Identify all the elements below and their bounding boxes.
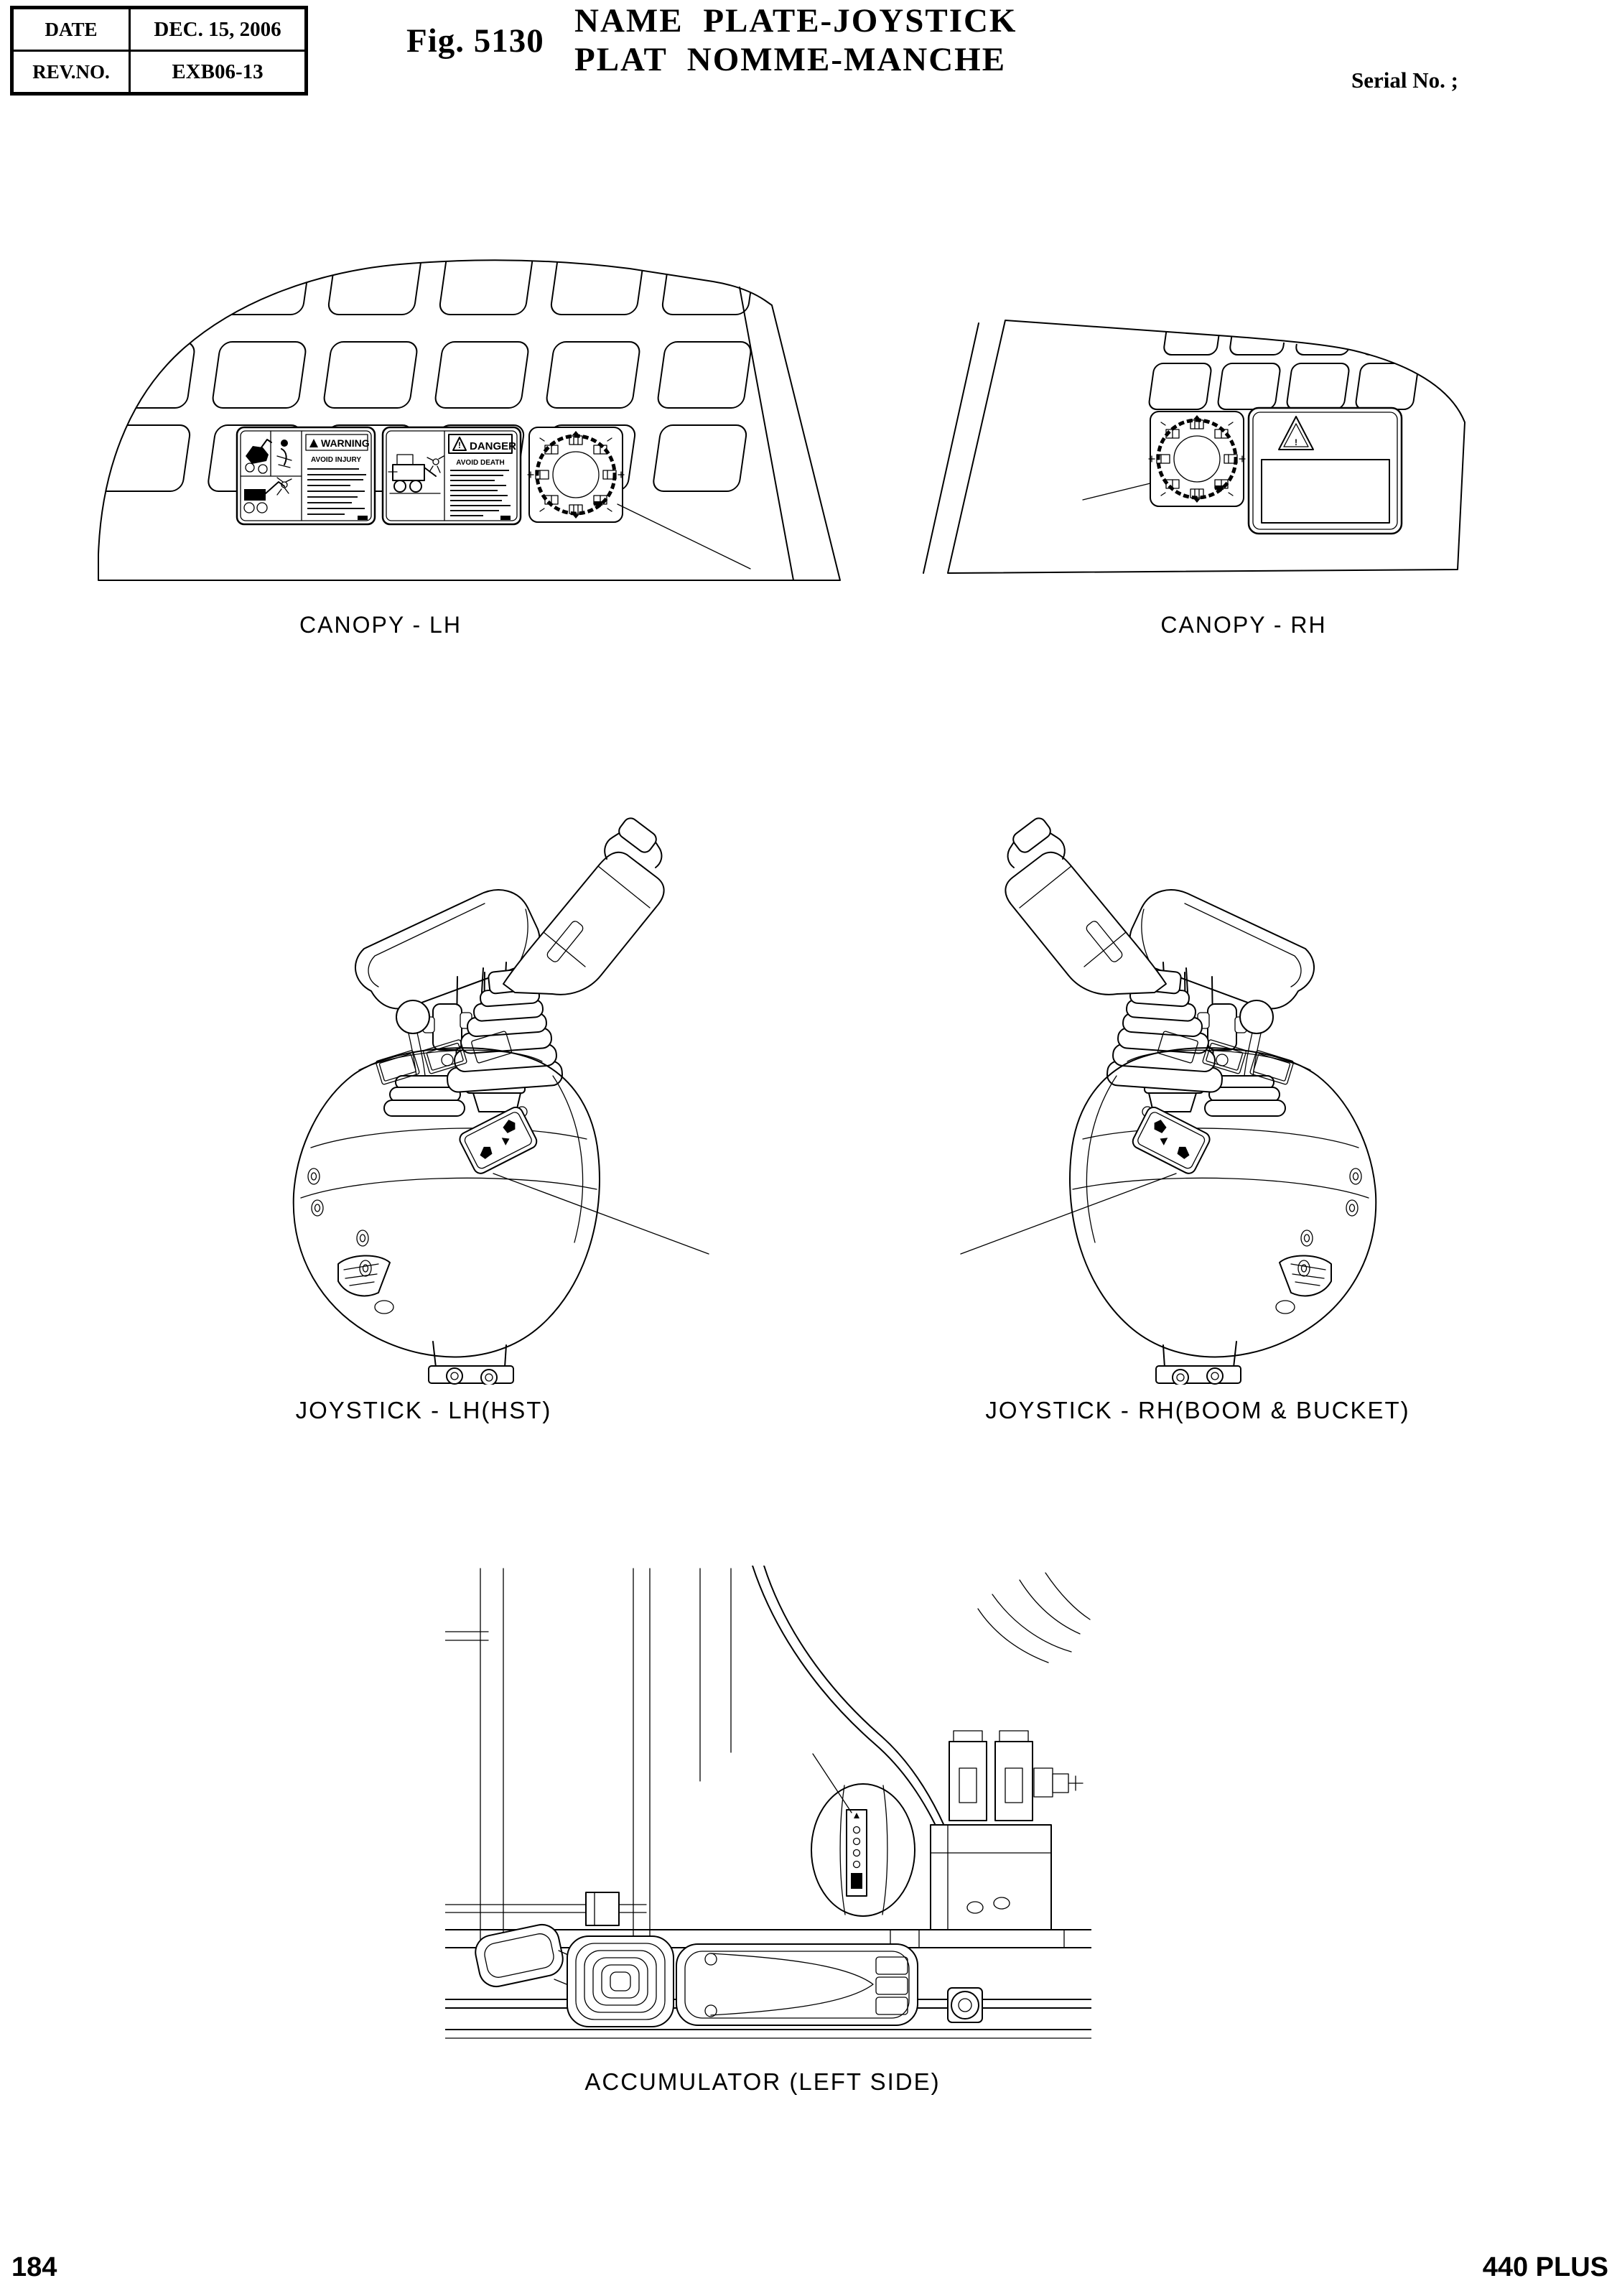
mount-bolt: [948, 1988, 982, 2022]
caption-joystick-rh: JOYSTICK - RH(BOOM & BUCKET): [985, 1397, 1410, 1423]
blank-warning-decal: [1249, 408, 1402, 534]
page-title: [574, 1, 1017, 79]
danger-decal: [383, 427, 521, 524]
revno-label: REV.NO.: [12, 51, 130, 94]
serial-number-label: Serial No. ;: [1351, 68, 1458, 93]
warning-subtitle: AVOID INJURY: [310, 456, 362, 464]
hoses-upper-right: [978, 1573, 1090, 1663]
title-french: PLAT NOMME-MANCHE: [574, 41, 1007, 78]
caption-accumulator: ACCUMULATOR (LEFT SIDE): [584, 2068, 941, 2095]
joystick-lh-drawing: [269, 774, 714, 1385]
canopy-lh-outline: [98, 260, 840, 580]
danger-title: DANGER: [470, 440, 517, 452]
accumulator-sphere: [586, 1754, 915, 1925]
date-value: DEC. 15, 2006: [130, 8, 307, 51]
canopy-rh-drawing: [905, 307, 1479, 584]
joystick-rh-drawing: [955, 774, 1400, 1385]
warning-decal: [237, 427, 375, 524]
caption-canopy-lh: CANOPY - LH: [299, 612, 462, 638]
accumulator-name-plate: [847, 1810, 867, 1896]
solenoid-valves: [949, 1731, 1083, 1821]
warning-title: WARNING: [321, 437, 370, 449]
model-name: 440 PLUS: [1482, 2252, 1608, 2282]
danger-exclamation: !: [458, 440, 461, 450]
title-english: NAME PLATE-JOYSTICK: [574, 2, 1017, 39]
danger-subtitle: AVOID DEATH: [456, 459, 505, 467]
canopy-lh-drawing: [90, 237, 851, 589]
date-label: DATE: [12, 8, 130, 51]
page-number: 184: [11, 2252, 57, 2282]
figure-number: Fig. 5130: [406, 22, 544, 60]
caption-canopy-rh: CANOPY - RH: [1160, 612, 1327, 638]
caption-joystick-lh: JOYSTICK - LH(HST): [295, 1397, 552, 1423]
accumulator-drawing: [445, 1566, 1091, 2040]
valve-block: [931, 1825, 1051, 1930]
leader-line: [1083, 483, 1150, 500]
revision-table: [10, 6, 308, 96]
blank-decal-exclamation: !: [1295, 437, 1297, 447]
stowed-joystick: [472, 1922, 918, 2027]
canopy-rh-grille: [1148, 307, 1427, 409]
leader-line: [618, 504, 750, 569]
revno-value: EXB06-13: [130, 51, 307, 94]
